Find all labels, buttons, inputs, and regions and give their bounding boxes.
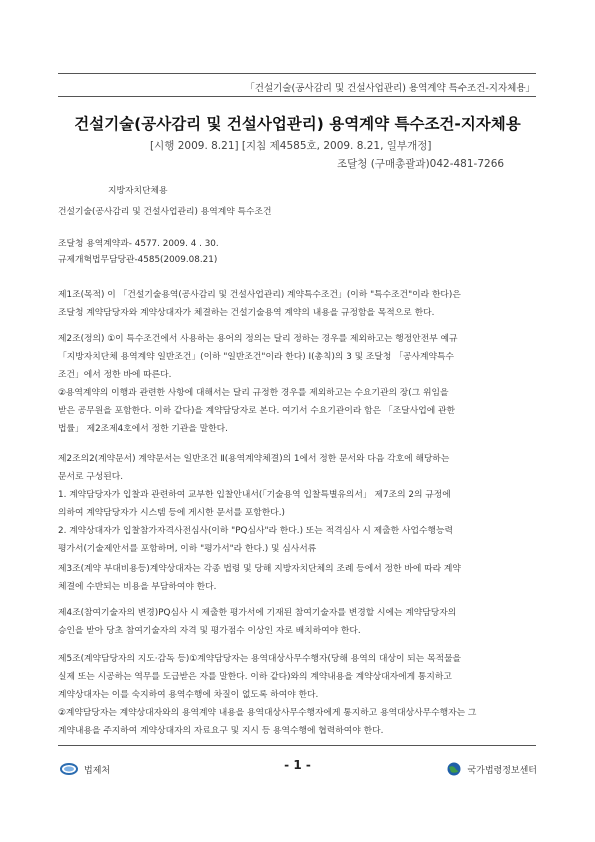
header-top-rule bbox=[58, 73, 536, 74]
article-line: 조달청 계약담당자와 계약상대자가 체결하는 건설기술용역 계약의 내용을 규정함을 목적으로 한다. bbox=[58, 308, 435, 318]
article-1 bbox=[58, 286, 538, 322]
running-header: 「건설기술(공사감리 및 건설사업관리) 용역계약 특수조건-지자체용」 bbox=[245, 83, 535, 94]
footer-right-label: 국가법령정보센터 bbox=[467, 765, 537, 776]
globe-icon bbox=[447, 762, 461, 776]
article-line: 의하여 계약담당자가 시스템 등에 게시한 문서를 포함한다.) bbox=[58, 508, 285, 518]
article-line: 법률」 제2조제4호에서 정한 기관을 말한다. bbox=[58, 424, 228, 434]
article-line: 받은 공무원을 포함한다. 이하 같다)을 계약담당자로 본다. 여기서 수요기관이라 함은 「조달사업에 관한 bbox=[58, 406, 455, 416]
article-line: 평가서(기술제안서를 포함하며, 이하 "평가서"라 한다.) 및 심사서류 bbox=[58, 544, 317, 554]
header-bottom-rule bbox=[58, 96, 536, 97]
article-line: 제1조(목적) 이 「건설기술용역(공사감리 및 건설사업관리) 계약특수조건」(이하 "특수조건"이라 한다)은 bbox=[58, 290, 461, 300]
article-line: 조건」에서 정한 바에 따른다. bbox=[58, 370, 172, 380]
article-4 bbox=[58, 604, 538, 640]
intro-scope: 지방자치단체용 bbox=[108, 186, 168, 196]
footer-left-label: 법제처 bbox=[84, 765, 111, 776]
reference-line: 조달청 용역계약과- 4577. 2009. 4 . 30. bbox=[58, 239, 219, 249]
article-line: 제3조(계약 부대비용등)계약상대자는 각종 법령 및 당해 지방자치단체의 조례 등에서 정한 바에 따라 계약 bbox=[58, 564, 461, 574]
article-line: 1. 계약담당자가 입찰과 관련하여 교부한 입찰안내서(「기술용역 입찰특별유의서」 제7조의 2의 규정에 bbox=[58, 490, 451, 500]
footer-right bbox=[447, 762, 537, 776]
article-line: 실제 또는 시공하는 역무를 도급받은 자를 말한다. 이하 같다)와의 계약내용을 계약상대자에게 통지하고 bbox=[58, 672, 452, 682]
article-line: ②용역계약의 이행과 관련한 사항에 대해서는 달리 규정한 경우를 제외하고는 수요기관의 장(그 위임을 bbox=[58, 388, 449, 398]
revision-info: [시행 2009. 8.21] [지침 제4585호, 2009. 8.21, 일부개정] bbox=[150, 140, 432, 152]
article-line: 승인을 받아 당초 참여기술자의 자격 및 평가점수 이상인 자로 배치하여야 한다. bbox=[58, 626, 361, 636]
page-number: - 1 - bbox=[284, 758, 311, 772]
article-line: 제5조(계약담당자의 지도·감독 등)①계약담당자는 용역대상사무수행자(당해 용역의 대상이 되는 목적물을 bbox=[58, 654, 462, 664]
article-5 bbox=[58, 650, 538, 740]
agency-contact: 조달청 (구매총괄과)042-481-7266 bbox=[337, 158, 505, 170]
article-2-2 bbox=[58, 450, 538, 558]
article-2 bbox=[58, 330, 538, 438]
article-line: 계약내용을 주지하여 계약상대자의 자료요구 및 지시 등 용역수행에 협력하여야 한다. bbox=[58, 726, 384, 736]
article-line: 「지방자치단체 용역계약 일반조건」(이하 "일반조건"이라 한다) Ⅰ(총칙)의 3 및 조달청 「공사계약특수 bbox=[58, 352, 454, 362]
article-3 bbox=[58, 560, 538, 596]
article-line: 체결에 수반되는 비용을 부담하여야 한다. bbox=[58, 582, 217, 592]
article-line: 2. 계약상대자가 입찰참가자격사전심사(이하 "PQ심사"라 한다.) 또는 적격심사 시 제출한 사업수행능력 bbox=[58, 526, 453, 536]
article-line: ②계약담당자는 계약상대자와의 용역계약 내용을 용역대상사무수행자에게 통지하고 용역대상사무수행자는 그 bbox=[58, 708, 477, 718]
intro-name: 건설기술(공사감리 및 건설사업관리) 용역계약 특수조건 bbox=[58, 207, 272, 217]
document-title: 건설기술(공사감리 및 건설사업관리) 용역계약 특수조건-지자체용 bbox=[74, 115, 521, 133]
article-line: 제4조(참여기술자의 변경)PQ심사 시 제출한 평가서에 기재된 참여기술자를 변경할 시에는 계약담당자의 bbox=[58, 608, 457, 618]
article-line: 문서로 구성된다. bbox=[58, 472, 124, 482]
article-line: 계약상대자는 이를 숙지하여 용역수행에 차질이 없도록 하여야 한다. bbox=[58, 690, 319, 700]
article-line: 제2조(정의) ①이 특수조건에서 사용하는 용어의 정의는 달리 정하는 경우를 제외하고는 행정안전부 예규 bbox=[58, 334, 458, 344]
footer-rule bbox=[58, 745, 536, 746]
article-line: 제2조의2(계약문서) 계약문서는 일반조건 Ⅱ(용역계약체결)의 1에서 정한 문서와 다음 각호에 해당하는 bbox=[58, 454, 450, 464]
reference-line: 규제개혁법무담당관-4585(2009.08.21) bbox=[58, 255, 218, 265]
